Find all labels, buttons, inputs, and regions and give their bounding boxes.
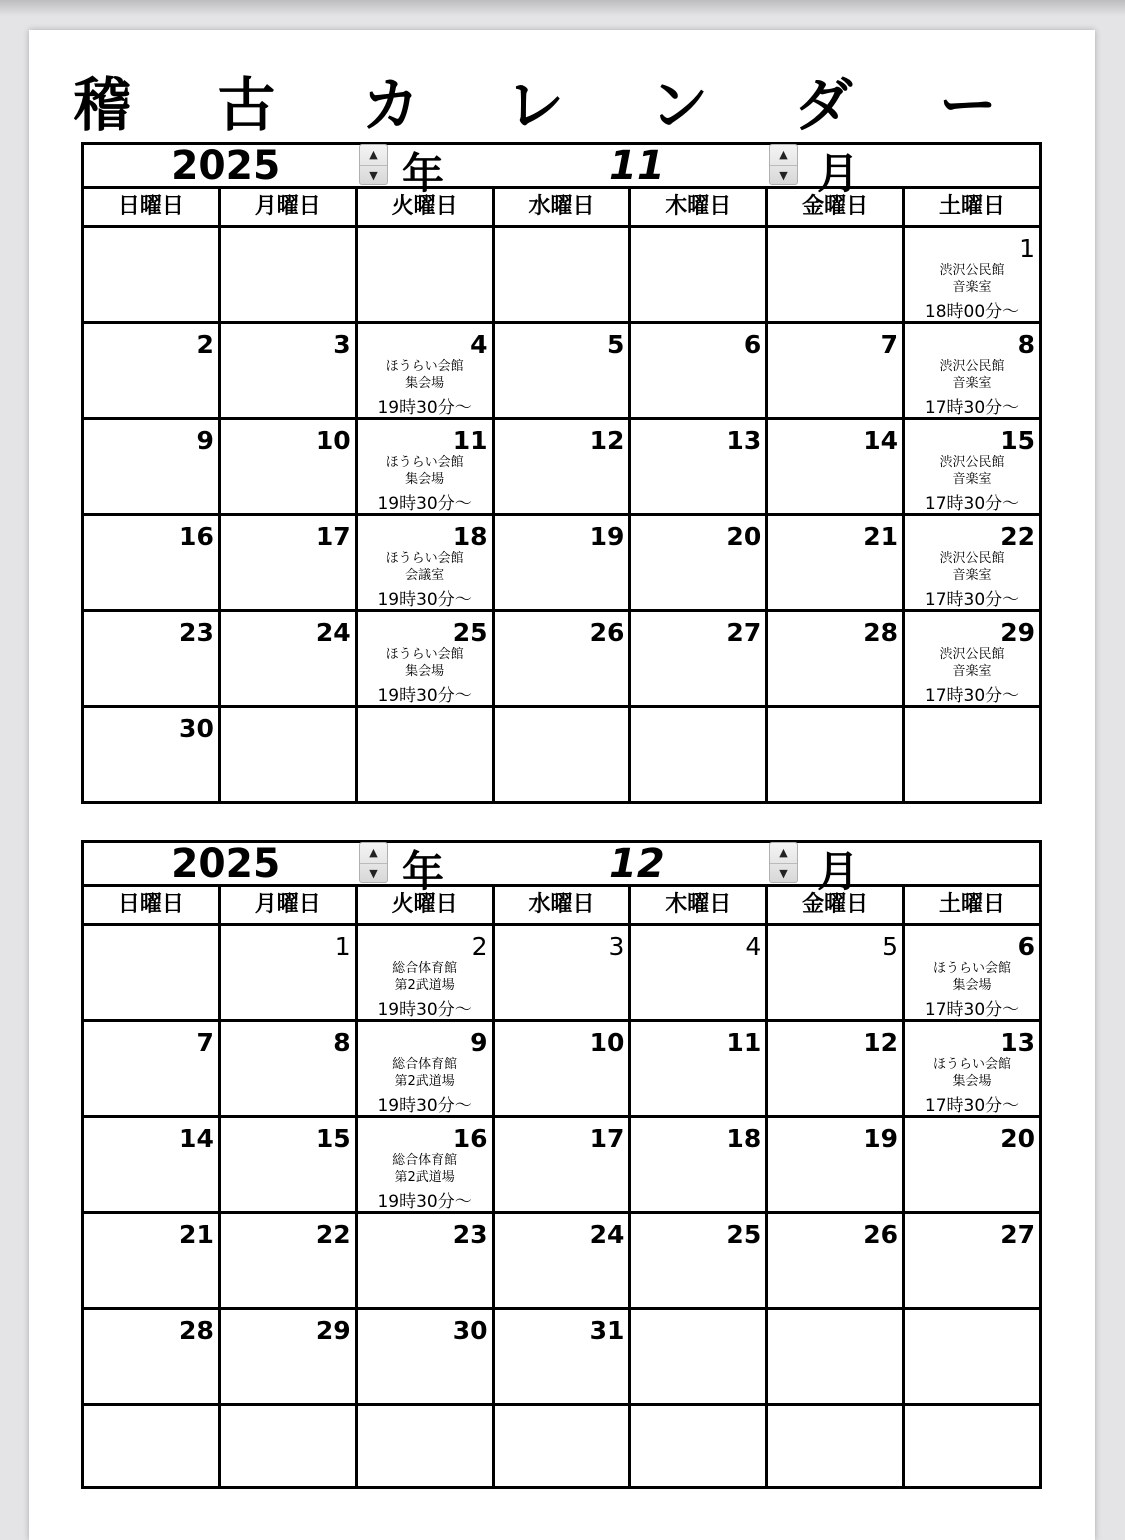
title-char: ダ	[794, 71, 853, 139]
day-cell[interactable]	[904, 1021, 1041, 1117]
event-venue: 渋沢公民館	[939, 263, 1005, 278]
day-cell[interactable]	[219, 707, 356, 803]
day-cell[interactable]	[356, 323, 493, 419]
day-cell[interactable]	[83, 515, 220, 611]
event-venue: 総合体育館	[392, 1057, 458, 1072]
day-cell[interactable]	[904, 1213, 1041, 1309]
event-time: 17時30分～	[924, 1000, 1020, 1020]
event-venue: ほうらい会館	[385, 455, 464, 470]
weekday-header: 月曜日	[219, 886, 356, 925]
day-cell[interactable]	[767, 1117, 904, 1213]
day-cell[interactable]	[356, 611, 493, 707]
day-cell[interactable]	[767, 707, 904, 803]
year-suffix-label: 年	[402, 149, 445, 198]
week-row	[83, 1213, 1041, 1309]
day-cell[interactable]	[219, 227, 356, 323]
year-month-selector	[84, 143, 1039, 198]
day-number: 5	[606, 330, 625, 359]
event-room: 音楽室	[952, 280, 992, 295]
day-cell[interactable]	[904, 1309, 1041, 1405]
day-number: 30	[179, 714, 214, 743]
month-stepper[interactable]	[769, 842, 798, 883]
weekday-header: 木曜日	[630, 188, 767, 227]
day-cell[interactable]	[219, 515, 356, 611]
day-cell[interactable]	[767, 323, 904, 419]
month-up-arrow-icon[interactable]: ▲	[779, 846, 788, 859]
week-row	[83, 227, 1041, 323]
day-cell[interactable]	[493, 1021, 630, 1117]
day-cell[interactable]	[630, 1405, 767, 1488]
month-suffix-label: 月	[817, 847, 860, 896]
day-cell[interactable]	[219, 1405, 356, 1488]
day-cell[interactable]	[493, 323, 630, 419]
week-row	[83, 1405, 1041, 1488]
day-number: 20	[1000, 1124, 1035, 1153]
day-number: 19	[863, 1124, 899, 1153]
day-number: 29	[315, 1316, 351, 1345]
year-suffix-label: 年	[402, 847, 445, 896]
year-up-arrow-icon[interactable]: ▲	[369, 148, 378, 161]
title-char: ー	[938, 71, 997, 139]
practice-event	[358, 358, 492, 421]
year-stepper[interactable]	[359, 144, 388, 185]
title-char: 稽	[73, 71, 132, 139]
day-number: 23	[452, 1220, 488, 1249]
day-cell[interactable]	[356, 1213, 493, 1309]
day-number: 27	[1000, 1220, 1035, 1249]
day-number: 12	[589, 426, 625, 455]
event-time: 17時30分～	[924, 1096, 1020, 1116]
day-cell[interactable]	[630, 707, 767, 803]
day-cell[interactable]	[219, 419, 356, 515]
event-room: 第2武道場	[394, 1074, 455, 1089]
week-row	[83, 419, 1041, 515]
day-cell[interactable]	[630, 515, 767, 611]
day-number: 5	[882, 932, 899, 961]
day-number: 13	[1000, 1028, 1035, 1057]
day-cell[interactable]	[493, 1213, 630, 1309]
year-down-arrow-icon[interactable]: ▼	[360, 863, 387, 884]
event-time: 19時30分～	[377, 1192, 472, 1212]
weekday-header: 水曜日	[493, 188, 630, 227]
event-venue: 渋沢公民館	[939, 551, 1005, 566]
year-month-selector	[84, 841, 1039, 896]
week-row	[83, 1309, 1041, 1405]
day-number: 9	[470, 1028, 488, 1057]
weekday-header-row	[83, 188, 1041, 227]
event-venue: 総合体育館	[392, 961, 458, 976]
weekday-header: 土曜日	[904, 886, 1041, 925]
page-title	[30, 68, 1040, 139]
day-cell[interactable]	[904, 707, 1041, 803]
day-cell[interactable]	[83, 1405, 220, 1488]
weekday-header: 月曜日	[219, 188, 356, 227]
day-cell[interactable]	[493, 419, 630, 515]
practice-event	[358, 550, 492, 613]
event-time: 18時00分～	[924, 302, 1020, 322]
day-number: 13	[726, 426, 762, 455]
day-number: 15	[315, 1124, 351, 1153]
day-number: 21	[179, 1220, 214, 1249]
day-number: 12	[863, 1028, 899, 1057]
event-venue: ほうらい会館	[385, 647, 464, 662]
event-venue: ほうらい会館	[933, 961, 1012, 976]
event-room: 第2武道場	[394, 1170, 455, 1185]
practice-event	[358, 646, 492, 709]
day-number: 15	[1000, 426, 1035, 455]
weekday-header: 土曜日	[904, 188, 1041, 227]
day-cell[interactable]	[630, 1021, 767, 1117]
day-cell[interactable]	[356, 1117, 493, 1213]
day-cell[interactable]	[83, 1309, 220, 1405]
day-number: 26	[589, 618, 625, 647]
calendar-november	[81, 142, 1042, 804]
event-venue: 渋沢公民館	[939, 359, 1005, 374]
event-time: 19時30分～	[377, 1096, 472, 1116]
event-time: 19時30分～	[377, 686, 472, 706]
event-time: 19時30分～	[377, 494, 472, 514]
weekday-header: 木曜日	[630, 886, 767, 925]
event-time: 17時30分～	[924, 686, 1020, 706]
month-suffix-label: 月	[817, 149, 860, 198]
day-cell[interactable]	[83, 925, 220, 1021]
day-cell[interactable]	[83, 1213, 220, 1309]
practice-event	[905, 550, 1039, 613]
day-number: 16	[179, 522, 214, 551]
day-number: 23	[179, 618, 214, 647]
day-cell[interactable]	[356, 227, 493, 323]
day-cell[interactable]	[356, 707, 493, 803]
practice-event	[905, 358, 1039, 421]
day-cell[interactable]	[767, 515, 904, 611]
day-number: 1	[334, 932, 351, 961]
event-room: 第2武道場	[394, 978, 455, 993]
day-cell[interactable]	[356, 1309, 493, 1405]
event-room: 音楽室	[952, 376, 992, 391]
day-cell[interactable]	[219, 1021, 356, 1117]
event-time: 17時30分～	[924, 494, 1020, 514]
day-cell[interactable]	[630, 323, 767, 419]
top-shadow-bar	[0, 0, 1125, 16]
day-number: 25	[726, 1220, 762, 1249]
day-number: 24	[589, 1220, 625, 1249]
practice-event	[358, 1056, 492, 1119]
day-number: 27	[726, 618, 762, 647]
day-number: 24	[315, 618, 351, 647]
day-number: 21	[863, 522, 899, 551]
event-venue: 総合体育館	[392, 1153, 458, 1168]
practice-event	[905, 1056, 1039, 1119]
day-cell[interactable]	[356, 1021, 493, 1117]
event-venue: 渋沢公民館	[939, 647, 1005, 662]
practice-event	[358, 454, 492, 517]
day-cell[interactable]	[767, 1309, 904, 1405]
day-cell[interactable]	[219, 1117, 356, 1213]
day-cell[interactable]	[356, 515, 493, 611]
month-value[interactable]: 12	[609, 841, 665, 887]
day-cell[interactable]	[767, 1021, 904, 1117]
day-cell[interactable]	[493, 227, 630, 323]
day-cell[interactable]	[904, 515, 1041, 611]
month-down-arrow-icon[interactable]: ▼	[770, 863, 797, 884]
year-month-control-row	[83, 842, 1041, 886]
day-number: 11	[726, 1028, 762, 1057]
week-row	[83, 707, 1041, 803]
event-venue: ほうらい会館	[933, 1057, 1012, 1072]
calendar-december	[81, 840, 1042, 1489]
day-number: 11	[452, 426, 488, 455]
day-number: 7	[880, 330, 899, 359]
year-value[interactable]: 2025	[171, 143, 281, 189]
day-number: 17	[589, 1124, 625, 1153]
event-venue: ほうらい会館	[385, 359, 464, 374]
day-number: 4	[745, 932, 762, 961]
day-cell[interactable]	[767, 419, 904, 515]
day-cell[interactable]	[630, 611, 767, 707]
day-cell[interactable]	[904, 227, 1041, 323]
day-cell[interactable]	[83, 611, 220, 707]
day-number: 20	[726, 522, 762, 551]
day-cell[interactable]	[630, 227, 767, 323]
practice-event	[358, 1152, 492, 1215]
event-time: 19時30分～	[377, 590, 472, 610]
year-stepper[interactable]	[359, 842, 388, 883]
weekday-header: 火曜日	[356, 886, 493, 925]
weekday-header: 火曜日	[356, 188, 493, 227]
weekday-header: 水曜日	[493, 886, 630, 925]
month-down-arrow-icon[interactable]: ▼	[770, 165, 797, 186]
day-cell[interactable]	[767, 227, 904, 323]
day-cell[interactable]	[356, 419, 493, 515]
weekday-header-row	[83, 886, 1041, 925]
day-cell[interactable]	[630, 419, 767, 515]
event-time: 17時30分～	[924, 590, 1020, 610]
year-value[interactable]: 2025	[171, 841, 281, 887]
day-cell[interactable]	[493, 707, 630, 803]
day-cell[interactable]	[356, 925, 493, 1021]
day-number: 2	[196, 330, 214, 359]
event-room: 集会場	[405, 664, 445, 679]
title-char: ン	[650, 71, 709, 139]
weekday-header: 金曜日	[767, 886, 904, 925]
day-cell[interactable]	[83, 1117, 220, 1213]
day-number: 31	[589, 1316, 625, 1345]
month-value[interactable]: 11	[609, 143, 665, 189]
day-cell[interactable]	[493, 515, 630, 611]
day-number: 8	[1017, 330, 1035, 359]
year-month-control	[83, 841, 1041, 896]
day-number: 22	[1000, 522, 1035, 551]
day-cell[interactable]	[767, 1405, 904, 1488]
event-room: 音楽室	[952, 472, 992, 487]
day-cell[interactable]	[83, 323, 220, 419]
day-number: 4	[470, 330, 488, 359]
weekday-header: 日曜日	[83, 188, 220, 227]
day-cell[interactable]	[904, 611, 1041, 707]
day-number: 18	[726, 1124, 762, 1153]
day-cell[interactable]	[493, 925, 630, 1021]
day-number: 19	[589, 522, 625, 551]
day-cell[interactable]	[219, 323, 356, 419]
week-row	[83, 515, 1041, 611]
day-number: 6	[1017, 932, 1035, 961]
day-cell[interactable]	[904, 1405, 1041, 1488]
event-time: 19時30分～	[377, 1000, 472, 1020]
day-cell[interactable]	[630, 1117, 767, 1213]
day-cell[interactable]	[219, 1213, 356, 1309]
day-number: 2	[471, 932, 488, 961]
day-number: 28	[863, 618, 899, 647]
day-number: 18	[452, 522, 488, 551]
day-number: 8	[333, 1028, 351, 1057]
day-cell[interactable]	[630, 1213, 767, 1309]
year-month-control	[83, 143, 1041, 198]
day-cell[interactable]	[767, 925, 904, 1021]
event-venue: 渋沢公民館	[939, 455, 1005, 470]
event-room: 会議室	[405, 568, 445, 583]
week-row	[83, 1021, 1041, 1117]
day-cell[interactable]	[83, 1021, 220, 1117]
day-cell[interactable]	[630, 925, 767, 1021]
day-cell[interactable]	[767, 1213, 904, 1309]
month-up-arrow-icon[interactable]: ▲	[779, 148, 788, 161]
day-number: 9	[196, 426, 214, 455]
day-cell[interactable]	[904, 1117, 1041, 1213]
day-number: 1	[1019, 234, 1035, 263]
day-cell[interactable]	[493, 611, 630, 707]
week-row	[83, 1117, 1041, 1213]
day-number: 10	[315, 426, 351, 455]
title-char: カ	[361, 71, 420, 139]
day-number: 6	[743, 330, 762, 359]
day-number: 3	[333, 330, 351, 359]
day-cell[interactable]	[904, 925, 1041, 1021]
day-number: 17	[315, 522, 351, 551]
day-cell[interactable]	[219, 925, 356, 1021]
day-number: 28	[179, 1316, 214, 1345]
week-row	[83, 323, 1041, 419]
day-number: 10	[589, 1028, 625, 1057]
week-row	[83, 611, 1041, 707]
day-number: 22	[315, 1220, 351, 1249]
day-cell[interactable]	[767, 611, 904, 707]
weekday-header: 金曜日	[767, 188, 904, 227]
event-venue: ほうらい会館	[385, 551, 464, 566]
day-cell[interactable]	[493, 1309, 630, 1405]
day-cell[interactable]	[493, 1405, 630, 1488]
practice-event	[905, 960, 1039, 1023]
day-cell[interactable]	[83, 227, 220, 323]
day-cell[interactable]	[493, 1117, 630, 1213]
month-stepper[interactable]	[769, 144, 798, 185]
day-number: 3	[608, 932, 625, 961]
event-room: 集会場	[405, 376, 445, 391]
event-time: 19時30分～	[377, 398, 472, 418]
year-month-control-row	[83, 144, 1041, 188]
day-number: 30	[452, 1316, 488, 1345]
weekday-header: 日曜日	[83, 886, 220, 925]
day-cell[interactable]	[219, 611, 356, 707]
event-time: 17時30分～	[924, 398, 1020, 418]
day-cell[interactable]	[630, 1309, 767, 1405]
title-char: 古	[217, 71, 276, 139]
practice-event	[905, 454, 1039, 517]
day-number: 16	[452, 1124, 488, 1153]
year-down-arrow-icon[interactable]: ▼	[360, 165, 387, 186]
day-cell[interactable]	[904, 323, 1041, 419]
day-cell[interactable]	[356, 1405, 493, 1488]
practice-event	[905, 646, 1039, 709]
day-cell[interactable]	[904, 419, 1041, 515]
event-room: 集会場	[952, 1074, 992, 1089]
day-number: 25	[452, 618, 488, 647]
day-cell[interactable]	[83, 707, 220, 803]
day-cell[interactable]	[219, 1309, 356, 1405]
event-room: 集会場	[952, 978, 992, 993]
day-number: 29	[1000, 618, 1035, 647]
day-number: 14	[179, 1124, 214, 1153]
day-number: 26	[863, 1220, 899, 1249]
event-room: 音楽室	[952, 664, 992, 679]
event-room: 集会場	[405, 472, 445, 487]
day-cell[interactable]	[83, 419, 220, 515]
practice-event	[905, 262, 1039, 325]
week-row	[83, 925, 1041, 1021]
title-char: レ	[505, 71, 564, 139]
day-number: 14	[863, 426, 899, 455]
event-room: 音楽室	[952, 568, 992, 583]
year-up-arrow-icon[interactable]: ▲	[369, 846, 378, 859]
day-number: 7	[196, 1028, 214, 1057]
practice-event	[358, 960, 492, 1023]
